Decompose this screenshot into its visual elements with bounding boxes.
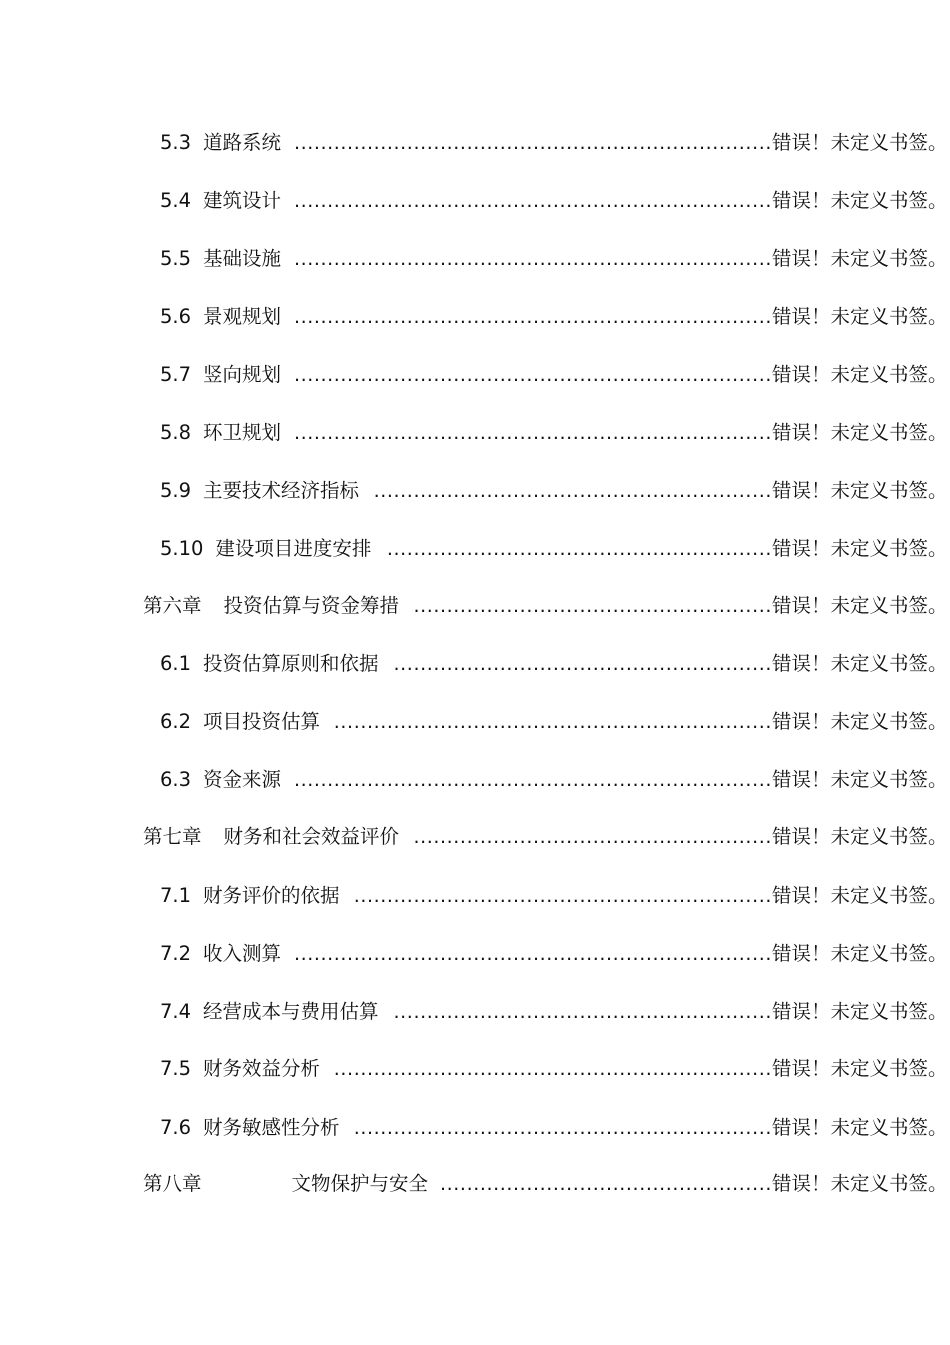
section-title: 环卫规划 xyxy=(203,421,282,444)
section-title: 基础设施 xyxy=(203,247,282,270)
page-reference: 错误！未定义书签。 xyxy=(772,421,948,444)
toc-entry[interactable] xyxy=(0,765,950,795)
section-number: 6.2 xyxy=(160,710,192,733)
toc-entry[interactable] xyxy=(0,1054,950,1084)
page-reference: 错误！未定义书签。 xyxy=(772,594,948,617)
section-title: 经营成本与费用估算 xyxy=(203,1000,379,1023)
section-title: 竖向规划 xyxy=(203,363,282,386)
section-number: 5.8 xyxy=(160,421,192,444)
section-number: 7.4 xyxy=(160,1000,192,1023)
chapter-title: 财务和社会效益评价 xyxy=(223,825,400,848)
section-title: 景观规划 xyxy=(203,305,282,328)
dot-leader xyxy=(295,418,772,448)
section-title: 建设项目进度安排 xyxy=(215,537,372,560)
section-title: 财务评价的依据 xyxy=(203,884,340,907)
chapter-title: 投资估算与资金筹措 xyxy=(223,594,400,617)
toc-chapter-entry[interactable] xyxy=(0,591,950,621)
toc-entry[interactable] xyxy=(0,997,950,1027)
page-reference: 错误！未定义书签。 xyxy=(772,1116,948,1139)
section-number: 5.3 xyxy=(160,131,192,154)
page-reference: 错误！未定义书签。 xyxy=(772,189,948,212)
toc-entry[interactable] xyxy=(0,939,950,969)
toc-chapter-entry[interactable] xyxy=(0,1169,950,1199)
dot-leader xyxy=(354,1113,772,1143)
dot-leader xyxy=(295,765,772,795)
dot-leader xyxy=(393,649,772,679)
section-number: 7.6 xyxy=(160,1116,192,1139)
section-number: 6.3 xyxy=(160,768,192,791)
chapter-title: 文物保护与安全 xyxy=(291,1172,429,1195)
section-number: 5.9 xyxy=(160,479,192,502)
dot-leader xyxy=(295,128,772,158)
section-title: 投资估算原则和依据 xyxy=(203,652,379,675)
page-reference: 错误！未定义书签。 xyxy=(772,1000,948,1023)
toc-entry[interactable] xyxy=(0,881,950,911)
page-reference: 错误！未定义书签。 xyxy=(772,131,948,154)
page-reference: 错误！未定义书签。 xyxy=(772,247,948,270)
toc-entry[interactable] xyxy=(0,418,950,448)
page-reference: 错误！未定义书签。 xyxy=(772,768,948,791)
toc-chapter-entry[interactable] xyxy=(0,822,950,852)
page-reference: 错误！未定义书签。 xyxy=(772,710,948,733)
dot-leader xyxy=(295,186,772,216)
dot-leader xyxy=(354,881,772,911)
page-reference: 错误！未定义书签。 xyxy=(772,363,948,386)
section-number: 5.7 xyxy=(160,363,192,386)
toc-entry[interactable] xyxy=(0,302,950,332)
section-title: 财务敏感性分析 xyxy=(203,1116,340,1139)
section-number: 7.1 xyxy=(160,884,192,907)
dot-leader xyxy=(295,939,772,969)
section-title: 资金来源 xyxy=(203,768,282,791)
dot-leader xyxy=(334,707,772,737)
toc-entry[interactable] xyxy=(0,1113,950,1143)
toc-entry[interactable] xyxy=(0,476,950,506)
dot-leader xyxy=(413,822,772,852)
dot-leader xyxy=(385,534,772,564)
page-reference: 错误！未定义书签。 xyxy=(772,884,948,907)
section-number: 7.2 xyxy=(160,942,192,965)
page-reference: 错误！未定义书签。 xyxy=(772,942,948,965)
dot-leader xyxy=(295,302,772,332)
section-title: 道路系统 xyxy=(203,131,282,154)
dot-leader xyxy=(442,1169,772,1199)
page-reference: 错误！未定义书签。 xyxy=(772,1057,948,1080)
section-number: 5.4 xyxy=(160,189,192,212)
dot-leader xyxy=(334,1054,772,1084)
page-reference: 错误！未定义书签。 xyxy=(772,825,948,848)
chapter-number: 第八章 xyxy=(143,1172,202,1195)
section-title: 收入测算 xyxy=(203,942,282,965)
section-title: 项目投资估算 xyxy=(203,710,321,733)
section-title: 主要技术经济指标 xyxy=(203,479,360,502)
dot-leader xyxy=(295,244,772,274)
section-number: 5.5 xyxy=(160,247,192,270)
section-number: 6.1 xyxy=(160,652,192,675)
toc-entry[interactable] xyxy=(0,128,950,158)
dot-leader xyxy=(413,591,772,621)
toc-entry[interactable] xyxy=(0,534,950,564)
toc-entry[interactable] xyxy=(0,707,950,737)
section-number: 7.5 xyxy=(160,1057,192,1080)
toc-entry[interactable] xyxy=(0,186,950,216)
chapter-number: 第六章 xyxy=(143,594,202,617)
section-title: 财务效益分析 xyxy=(203,1057,321,1080)
page-reference: 错误！未定义书签。 xyxy=(772,305,948,328)
section-title: 建筑设计 xyxy=(203,189,282,212)
chapter-number: 第七章 xyxy=(143,825,202,848)
toc-entry[interactable] xyxy=(0,360,950,390)
page-reference: 错误！未定义书签。 xyxy=(772,537,948,560)
toc-entry[interactable] xyxy=(0,649,950,679)
dot-leader xyxy=(295,360,772,390)
dot-leader xyxy=(393,997,772,1027)
section-number: 5.6 xyxy=(160,305,192,328)
toc-entry[interactable] xyxy=(0,244,950,274)
page-reference: 错误！未定义书签。 xyxy=(772,1172,948,1195)
page-reference: 错误！未定义书签。 xyxy=(772,479,948,502)
dot-leader xyxy=(373,476,772,506)
section-number: 5.10 xyxy=(160,537,204,560)
page-reference: 错误！未定义书签。 xyxy=(772,652,948,675)
